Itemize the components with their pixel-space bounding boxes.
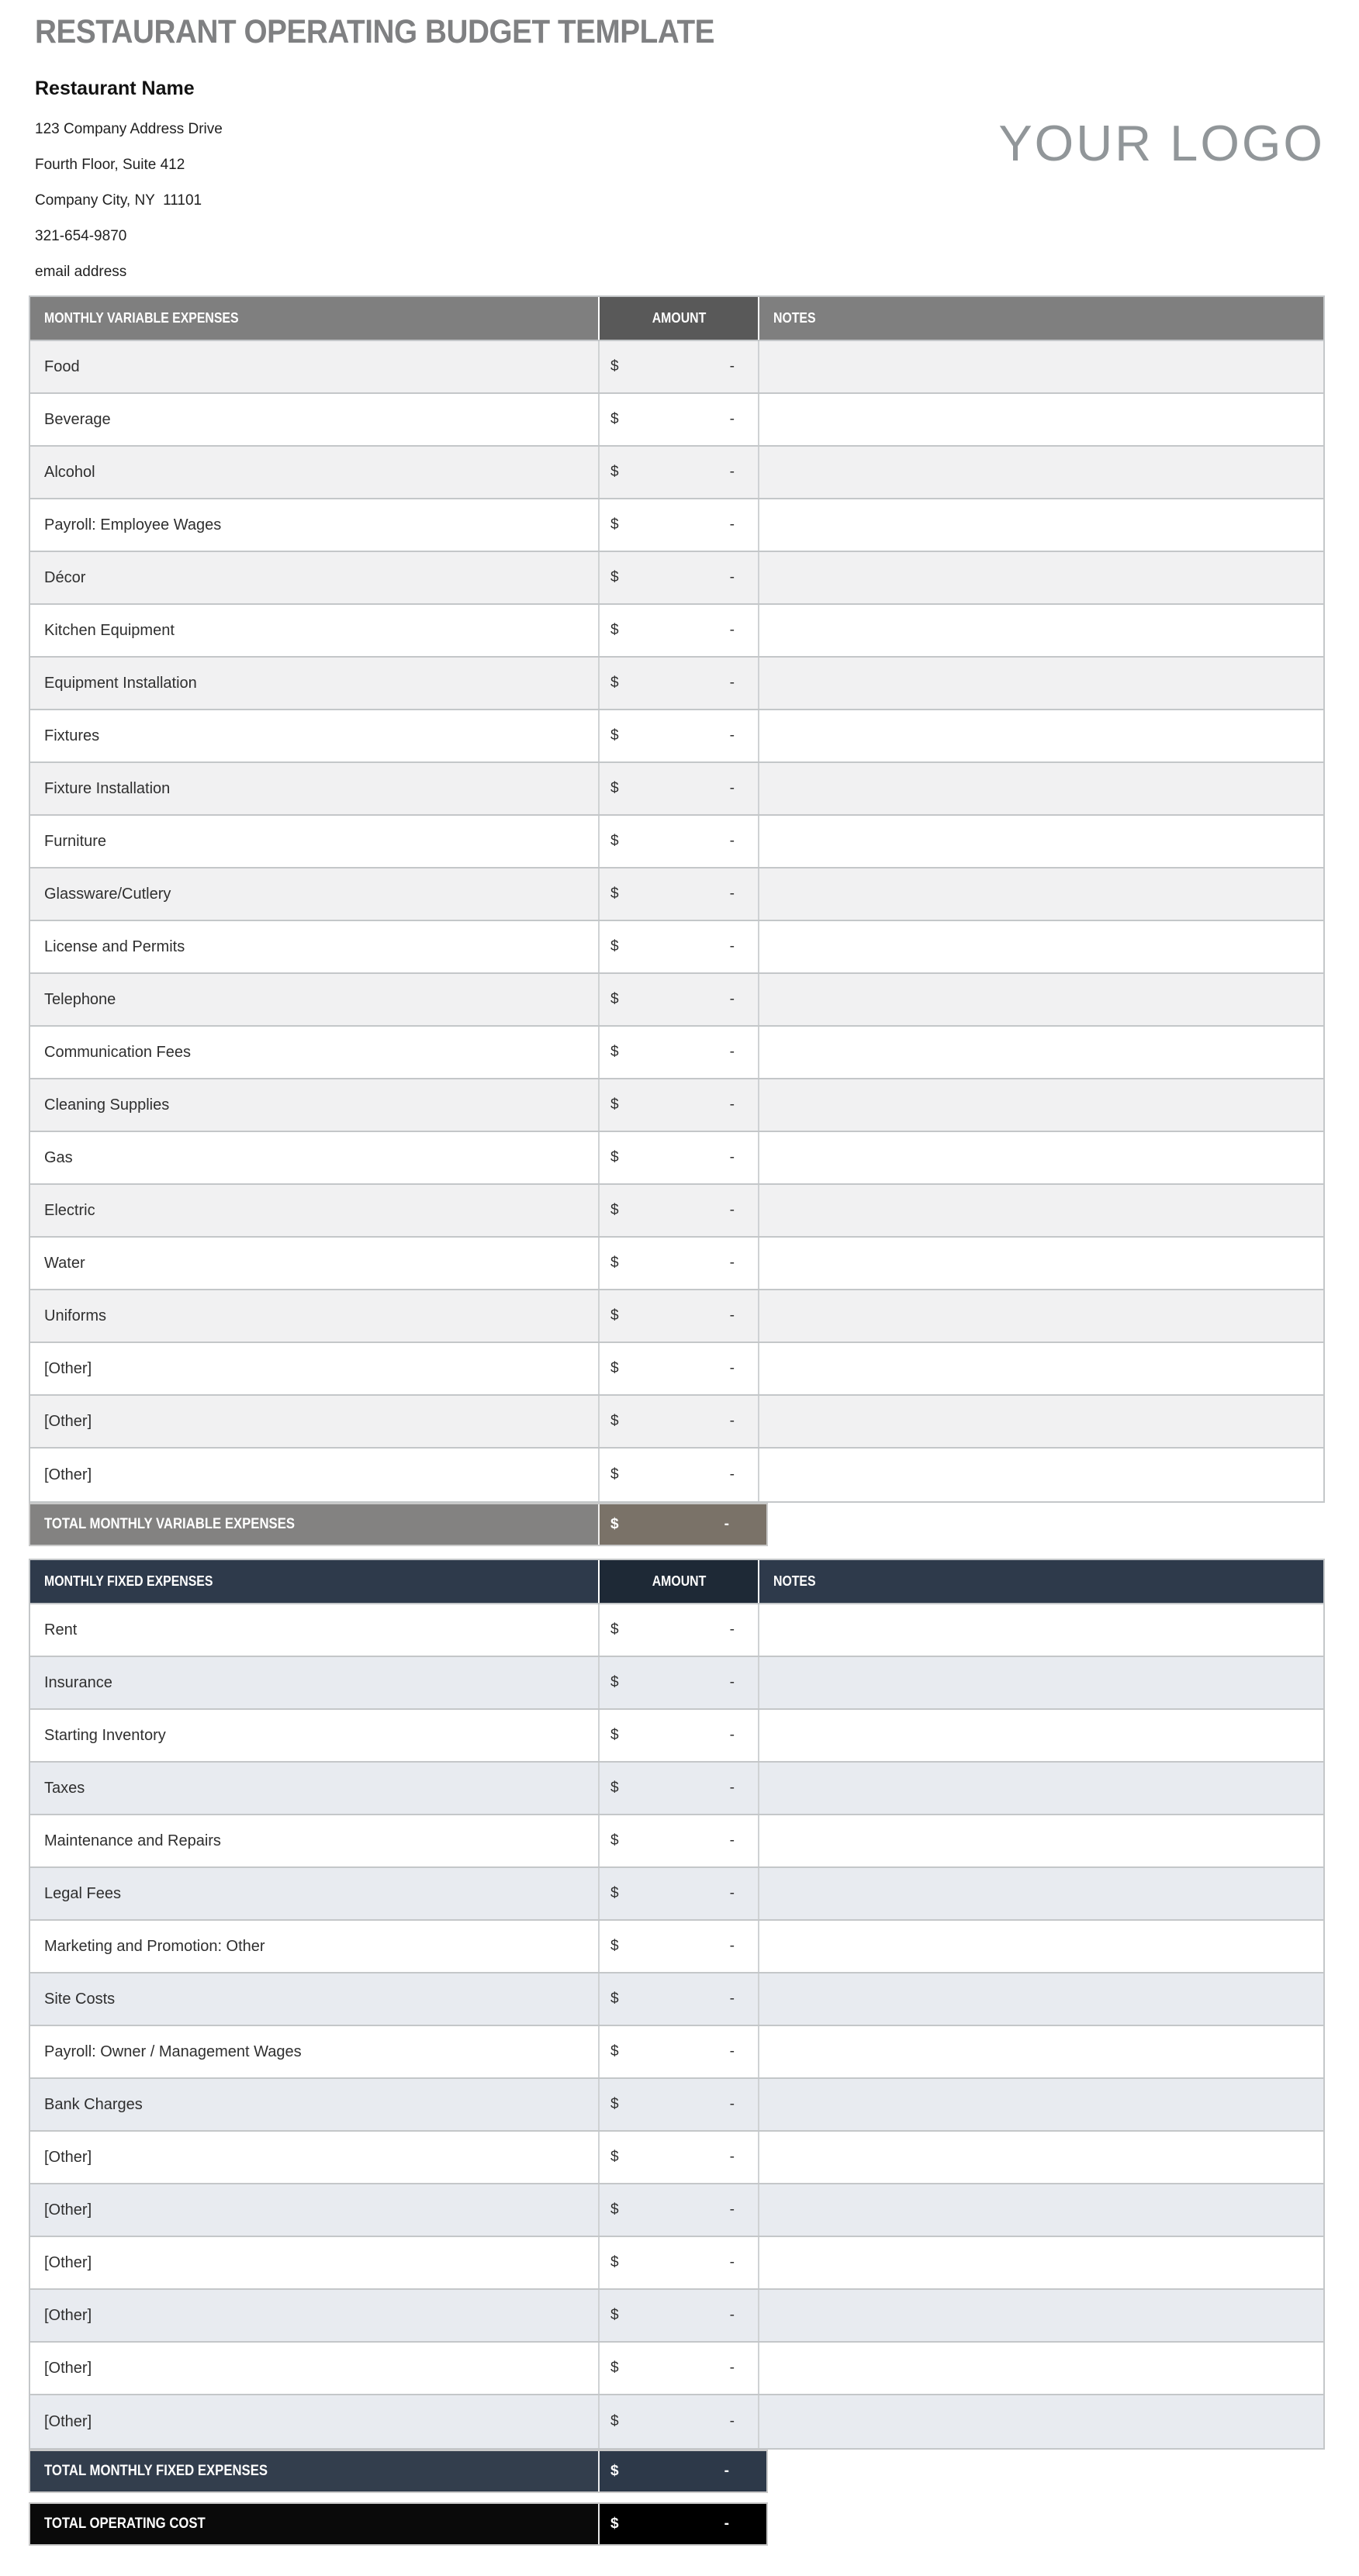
total-operating-cost-row (29, 2502, 768, 2546)
table-row (30, 2132, 1323, 2184)
expense-label: Taxes (44, 1779, 85, 1797)
currency-symbol: $ (610, 2096, 619, 2112)
expense-label: Food (44, 357, 80, 375)
expense-label: [Other] (44, 2201, 92, 2219)
notes-cell[interactable] (759, 2290, 1323, 2341)
notes-cell[interactable] (759, 2026, 1323, 2077)
amount-cell[interactable] (598, 1710, 759, 1761)
amount-value: - (729, 516, 735, 533)
expense-label: Starting Inventory (44, 1726, 166, 1744)
currency-symbol: $ (610, 780, 619, 796)
currency-symbol: $ (610, 411, 619, 427)
expense-label: Décor (44, 568, 86, 586)
expense-label: Marketing and Promotion: Other (44, 1937, 265, 1955)
amount-value: - (729, 358, 735, 375)
expense-label: Fixtures (44, 727, 100, 744)
amount-value: - (724, 1516, 729, 1532)
document-header (0, 0, 1359, 295)
notes-column-header (759, 297, 1323, 340)
amount-value: - (729, 2149, 735, 2165)
amount-cell[interactable] (598, 658, 759, 709)
expense-label: Legal Fees (44, 1884, 121, 1902)
currency-symbol: $ (610, 1360, 619, 1376)
expense-label: Water (44, 1254, 85, 1272)
amount-value: - (729, 1202, 735, 1218)
table-row (30, 605, 1323, 658)
table-row (30, 1396, 1323, 1449)
total-operating-cost-label-text: TOTAL OPERATING COST (44, 2516, 206, 2532)
table-row (30, 1290, 1323, 1343)
expense-label: Furniture (44, 832, 107, 850)
amount-column-header (598, 1560, 759, 1603)
amount-column-header-label: AMOUNT (652, 310, 706, 326)
amount-value: - (729, 1674, 735, 1690)
amount-cell[interactable] (598, 763, 759, 814)
notes-cell[interactable] (759, 1973, 1323, 2025)
address-line-1: 123 Company Address Drive (35, 121, 223, 137)
amount-cell[interactable] (598, 1290, 759, 1342)
amount-cell[interactable] (598, 1027, 759, 1078)
amount-value: - (729, 1780, 735, 1796)
amount-value: - (729, 780, 735, 796)
notes-column-header (759, 1560, 1323, 1603)
expense-label: Insurance (44, 1673, 112, 1691)
amount-cell[interactable] (598, 605, 759, 656)
table-row (30, 763, 1323, 816)
currency-symbol: $ (610, 675, 619, 691)
amount-value: - (729, 1096, 735, 1113)
currency-symbol: $ (610, 727, 619, 744)
variable-expenses-header-row (30, 297, 1323, 341)
notes-cell[interactable] (759, 1132, 1323, 1183)
expense-label: Kitchen Equipment (44, 621, 175, 639)
table-row (30, 1763, 1323, 1815)
fixed-expenses-header-label: MONTHLY FIXED EXPENSES (44, 1573, 213, 1589)
amount-value: - (729, 1360, 735, 1376)
expense-label: Maintenance and Repairs (44, 1832, 221, 1849)
currency-symbol: $ (610, 1885, 619, 1901)
expense-label: [Other] (44, 2253, 92, 2271)
notes-cell[interactable] (759, 552, 1323, 603)
amount-value: - (729, 991, 735, 1007)
amount-value: - (729, 1466, 735, 1483)
amount-cell[interactable] (598, 816, 759, 867)
notes-cell[interactable] (759, 605, 1323, 656)
expense-label: Communication Fees (44, 1043, 191, 1061)
notes-cell[interactable] (759, 2132, 1323, 2183)
currency-symbol: $ (610, 1307, 619, 1324)
amount-value: - (729, 833, 735, 849)
amount-cell[interactable] (598, 2237, 759, 2288)
total-operating-cost-amount-cell (598, 2504, 766, 2544)
amount-cell[interactable] (598, 394, 759, 445)
expense-label: Fixture Installation (44, 779, 171, 797)
notes-cell[interactable] (759, 447, 1323, 498)
amount-value: - (729, 1255, 735, 1271)
table-row (30, 447, 1323, 499)
currency-symbol: $ (610, 833, 619, 849)
expense-label: [Other] (44, 2359, 92, 2377)
currency-symbol: $ (610, 1466, 619, 1483)
notes-cell[interactable] (759, 710, 1323, 761)
expense-label: Site Costs (44, 1990, 116, 2008)
amount-value: - (729, 938, 735, 955)
currency-symbol: $ (610, 1832, 619, 1849)
email-address: email address (35, 264, 127, 280)
currency-symbol: $ (610, 1202, 619, 1218)
logo-placeholder: YOUR LOGO (998, 115, 1325, 171)
amount-value: - (729, 675, 735, 691)
variable-expenses-table (29, 295, 1325, 1503)
amount-cell[interactable] (598, 1185, 759, 1236)
notes-cell[interactable] (759, 394, 1323, 445)
expense-label: Bank Charges (44, 2095, 143, 2113)
notes-cell[interactable] (759, 1238, 1323, 1289)
amount-value: - (729, 622, 735, 638)
amount-value: - (729, 1413, 735, 1429)
expense-label: Beverage (44, 410, 111, 428)
table-row (30, 658, 1323, 710)
amount-value: - (729, 1044, 735, 1060)
notes-cell[interactable] (759, 1868, 1323, 1919)
amount-value: - (729, 886, 735, 902)
table-row (30, 1027, 1323, 1079)
notes-cell[interactable] (759, 2343, 1323, 2394)
table-row (30, 1604, 1323, 1657)
notes-cell[interactable] (759, 1079, 1323, 1131)
table-row (30, 1238, 1323, 1290)
notes-column-header-label: NOTES (773, 310, 816, 326)
amount-value: - (729, 2254, 735, 2270)
amount-cell[interactable] (598, 1238, 759, 1289)
amount-cell[interactable] (598, 710, 759, 761)
currency-symbol: $ (610, 938, 619, 955)
address-line-3: Company City, NY 11101 (35, 192, 202, 209)
expense-label: Payroll: Owner / Management Wages (44, 2042, 302, 2060)
expense-label: Cleaning Supplies (44, 1096, 170, 1114)
amount-cell[interactable] (598, 2079, 759, 2130)
amount-cell[interactable] (598, 2026, 759, 2077)
table-row (30, 2079, 1323, 2132)
amount-cell[interactable] (598, 1079, 759, 1131)
table-row (30, 341, 1323, 394)
currency-symbol: $ (610, 2307, 619, 2323)
expense-label: [Other] (44, 2148, 92, 2166)
currency-symbol: $ (610, 1413, 619, 1429)
expense-label: Electric (44, 1201, 95, 1219)
currency-symbol: $ (610, 1096, 619, 1113)
amount-cell[interactable] (598, 2290, 759, 2341)
currency-symbol: $ (610, 1727, 619, 1743)
notes-cell[interactable] (759, 1604, 1323, 1656)
amount-value: - (729, 1149, 735, 1165)
total-operating-cost-label (30, 2504, 598, 2544)
currency-symbol: $ (610, 1255, 619, 1271)
expense-label: Equipment Installation (44, 674, 197, 692)
table-row (30, 1079, 1323, 1132)
amount-cell[interactable] (598, 1973, 759, 2025)
total-variable-label (30, 1504, 598, 1545)
expense-label: Telephone (44, 990, 116, 1008)
table-row (30, 974, 1323, 1027)
amount-value: - (729, 2360, 735, 2376)
table-row (30, 1132, 1323, 1185)
amount-value: - (729, 1727, 735, 1743)
notes-cell[interactable] (759, 974, 1323, 1025)
table-row (30, 1449, 1323, 1501)
currency-symbol: $ (610, 1621, 619, 1638)
variable-expenses-header (30, 297, 598, 340)
amount-value: - (724, 2463, 729, 2479)
table-row (30, 2026, 1323, 2079)
notes-cell[interactable] (759, 1185, 1323, 1236)
expense-label: [Other] (44, 1359, 92, 1377)
table-row (30, 1185, 1323, 1238)
expense-label: License and Permits (44, 938, 185, 955)
table-row (30, 1815, 1323, 1868)
total-variable-amount-cell (598, 1504, 766, 1545)
amount-cell[interactable] (598, 1921, 759, 1972)
amount-column-header (598, 297, 759, 340)
amount-value: - (729, 411, 735, 427)
amount-cell[interactable] (598, 1396, 759, 1447)
amount-cell[interactable] (598, 974, 759, 1025)
currency-symbol: $ (610, 622, 619, 638)
notes-cell[interactable] (759, 2237, 1323, 2288)
phone-number: 321-654-9870 (35, 228, 127, 244)
amount-cell[interactable] (598, 868, 759, 920)
expense-label: [Other] (44, 2412, 92, 2430)
amount-value: - (729, 1885, 735, 1901)
amount-value: - (729, 2043, 735, 2060)
amount-value: - (729, 1938, 735, 1954)
amount-value: - (729, 2307, 735, 2323)
amount-value: - (729, 2413, 735, 2429)
amount-cell[interactable] (598, 499, 759, 551)
amount-cell[interactable] (598, 1343, 759, 1394)
amount-cell[interactable] (598, 1868, 759, 1919)
notes-cell[interactable] (759, 341, 1323, 392)
expense-label: Payroll: Employee Wages (44, 516, 222, 534)
total-fixed-label (30, 2451, 598, 2491)
table-row (30, 1868, 1323, 1921)
table-row (30, 2290, 1323, 2343)
table-row (30, 816, 1323, 868)
amount-cell[interactable] (598, 1449, 759, 1501)
fixed-expenses-rows (30, 1604, 1323, 2448)
notes-cell[interactable] (759, 1710, 1323, 1761)
total-variable-expenses-row (29, 1503, 768, 1546)
table-row (30, 921, 1323, 974)
expense-label: Rent (44, 1621, 78, 1638)
currency-symbol: $ (610, 2201, 619, 2218)
table-row (30, 710, 1323, 763)
notes-cell[interactable] (759, 2395, 1323, 2448)
amount-cell[interactable] (598, 447, 759, 498)
notes-cell[interactable] (759, 868, 1323, 920)
currency-symbol: $ (610, 1674, 619, 1690)
expense-label: Alcohol (44, 463, 95, 481)
variable-expenses-rows (30, 341, 1323, 1501)
currency-symbol: $ (610, 1938, 619, 1954)
expense-label: [Other] (44, 2306, 92, 2324)
amount-value: - (729, 2096, 735, 2112)
amount-column-header-label: AMOUNT (652, 1573, 706, 1589)
currency-symbol: $ (610, 358, 619, 375)
amount-cell[interactable] (598, 1763, 759, 1814)
currency-symbol: $ (610, 2463, 619, 2479)
table-row (30, 2184, 1323, 2237)
fixed-expenses-table (29, 1559, 1325, 2450)
fixed-expenses-header (30, 1560, 598, 1603)
currency-symbol: $ (610, 2254, 619, 2270)
currency-symbol: $ (610, 464, 619, 480)
amount-value: - (729, 1991, 735, 2007)
amount-cell[interactable] (598, 1132, 759, 1183)
table-row (30, 1921, 1323, 1973)
fixed-expenses-header-row (30, 1560, 1323, 1604)
amount-value: - (729, 2201, 735, 2218)
amount-value: - (729, 464, 735, 480)
currency-symbol: $ (610, 1149, 619, 1165)
table-row (30, 868, 1323, 921)
table-row (30, 2237, 1323, 2290)
expense-label: [Other] (44, 1466, 92, 1483)
expense-label: [Other] (44, 1412, 92, 1430)
restaurant-name: Restaurant Name (35, 78, 195, 99)
table-row (30, 1710, 1323, 1763)
table-row (30, 499, 1323, 552)
notes-cell[interactable] (759, 763, 1323, 814)
currency-symbol: $ (610, 1516, 619, 1532)
currency-symbol: $ (610, 1780, 619, 1796)
notes-cell[interactable] (759, 499, 1323, 551)
total-fixed-amount-cell (598, 2451, 766, 2491)
notes-cell[interactable] (759, 1027, 1323, 1078)
amount-cell[interactable] (598, 1604, 759, 1656)
table-row (30, 2343, 1323, 2395)
table-row (30, 1343, 1323, 1396)
currency-symbol: $ (610, 2043, 619, 2060)
notes-cell[interactable] (759, 1815, 1323, 1866)
amount-cell[interactable] (598, 1815, 759, 1866)
expense-label: Uniforms (44, 1307, 107, 1324)
amount-value: - (729, 727, 735, 744)
table-row (30, 1973, 1323, 2026)
table-row (30, 2395, 1323, 2448)
currency-symbol: $ (610, 569, 619, 585)
notes-cell[interactable] (759, 2079, 1323, 2130)
notes-column-header-label: NOTES (773, 1573, 816, 1589)
amount-cell[interactable] (598, 1657, 759, 1708)
table-row (30, 394, 1323, 447)
amount-cell[interactable] (598, 552, 759, 603)
total-variable-label-text: TOTAL MONTHLY VARIABLE EXPENSES (44, 1516, 296, 1532)
currency-symbol: $ (610, 2149, 619, 2165)
notes-cell[interactable] (759, 1343, 1323, 1394)
currency-symbol: $ (610, 1044, 619, 1060)
notes-cell[interactable] (759, 658, 1323, 709)
amount-value: - (729, 1307, 735, 1324)
notes-cell[interactable] (759, 2184, 1323, 2236)
amount-value: - (724, 2516, 729, 2532)
table-row (30, 552, 1323, 605)
amount-value: - (729, 1832, 735, 1849)
currency-symbol: $ (610, 991, 619, 1007)
page-title: RESTAURANT OPERATING BUDGET TEMPLATE (35, 13, 715, 50)
variable-expenses-header-label: MONTHLY VARIABLE EXPENSES (44, 310, 239, 326)
notes-cell[interactable] (759, 1657, 1323, 1708)
notes-cell[interactable] (759, 1921, 1323, 1972)
total-fixed-label-text: TOTAL MONTHLY FIXED EXPENSES (44, 2463, 268, 2479)
expense-label: Gas (44, 1148, 73, 1166)
amount-value: - (729, 569, 735, 585)
amount-cell[interactable] (598, 921, 759, 972)
amount-cell[interactable] (598, 2343, 759, 2394)
amount-cell[interactable] (598, 2395, 759, 2448)
amount-cell[interactable] (598, 341, 759, 392)
currency-symbol: $ (610, 2413, 619, 2429)
notes-cell[interactable] (759, 1763, 1323, 1814)
notes-cell[interactable] (759, 1396, 1323, 1447)
currency-symbol: $ (610, 1991, 619, 2007)
total-fixed-expenses-row (29, 2450, 768, 2493)
amount-cell[interactable] (598, 2132, 759, 2183)
notes-cell[interactable] (759, 921, 1323, 972)
notes-cell[interactable] (759, 1290, 1323, 1342)
expense-label: Glassware/Cutlery (44, 885, 171, 903)
company-info-block (35, 112, 223, 290)
currency-symbol: $ (610, 2360, 619, 2376)
currency-symbol: $ (610, 886, 619, 902)
amount-value: - (729, 1621, 735, 1638)
notes-cell[interactable] (759, 816, 1323, 867)
currency-symbol: $ (610, 516, 619, 533)
table-row (30, 1657, 1323, 1710)
amount-cell[interactable] (598, 2184, 759, 2236)
address-line-2: Fourth Floor, Suite 412 (35, 157, 185, 173)
notes-cell[interactable] (759, 1449, 1323, 1501)
currency-symbol: $ (610, 2516, 619, 2532)
